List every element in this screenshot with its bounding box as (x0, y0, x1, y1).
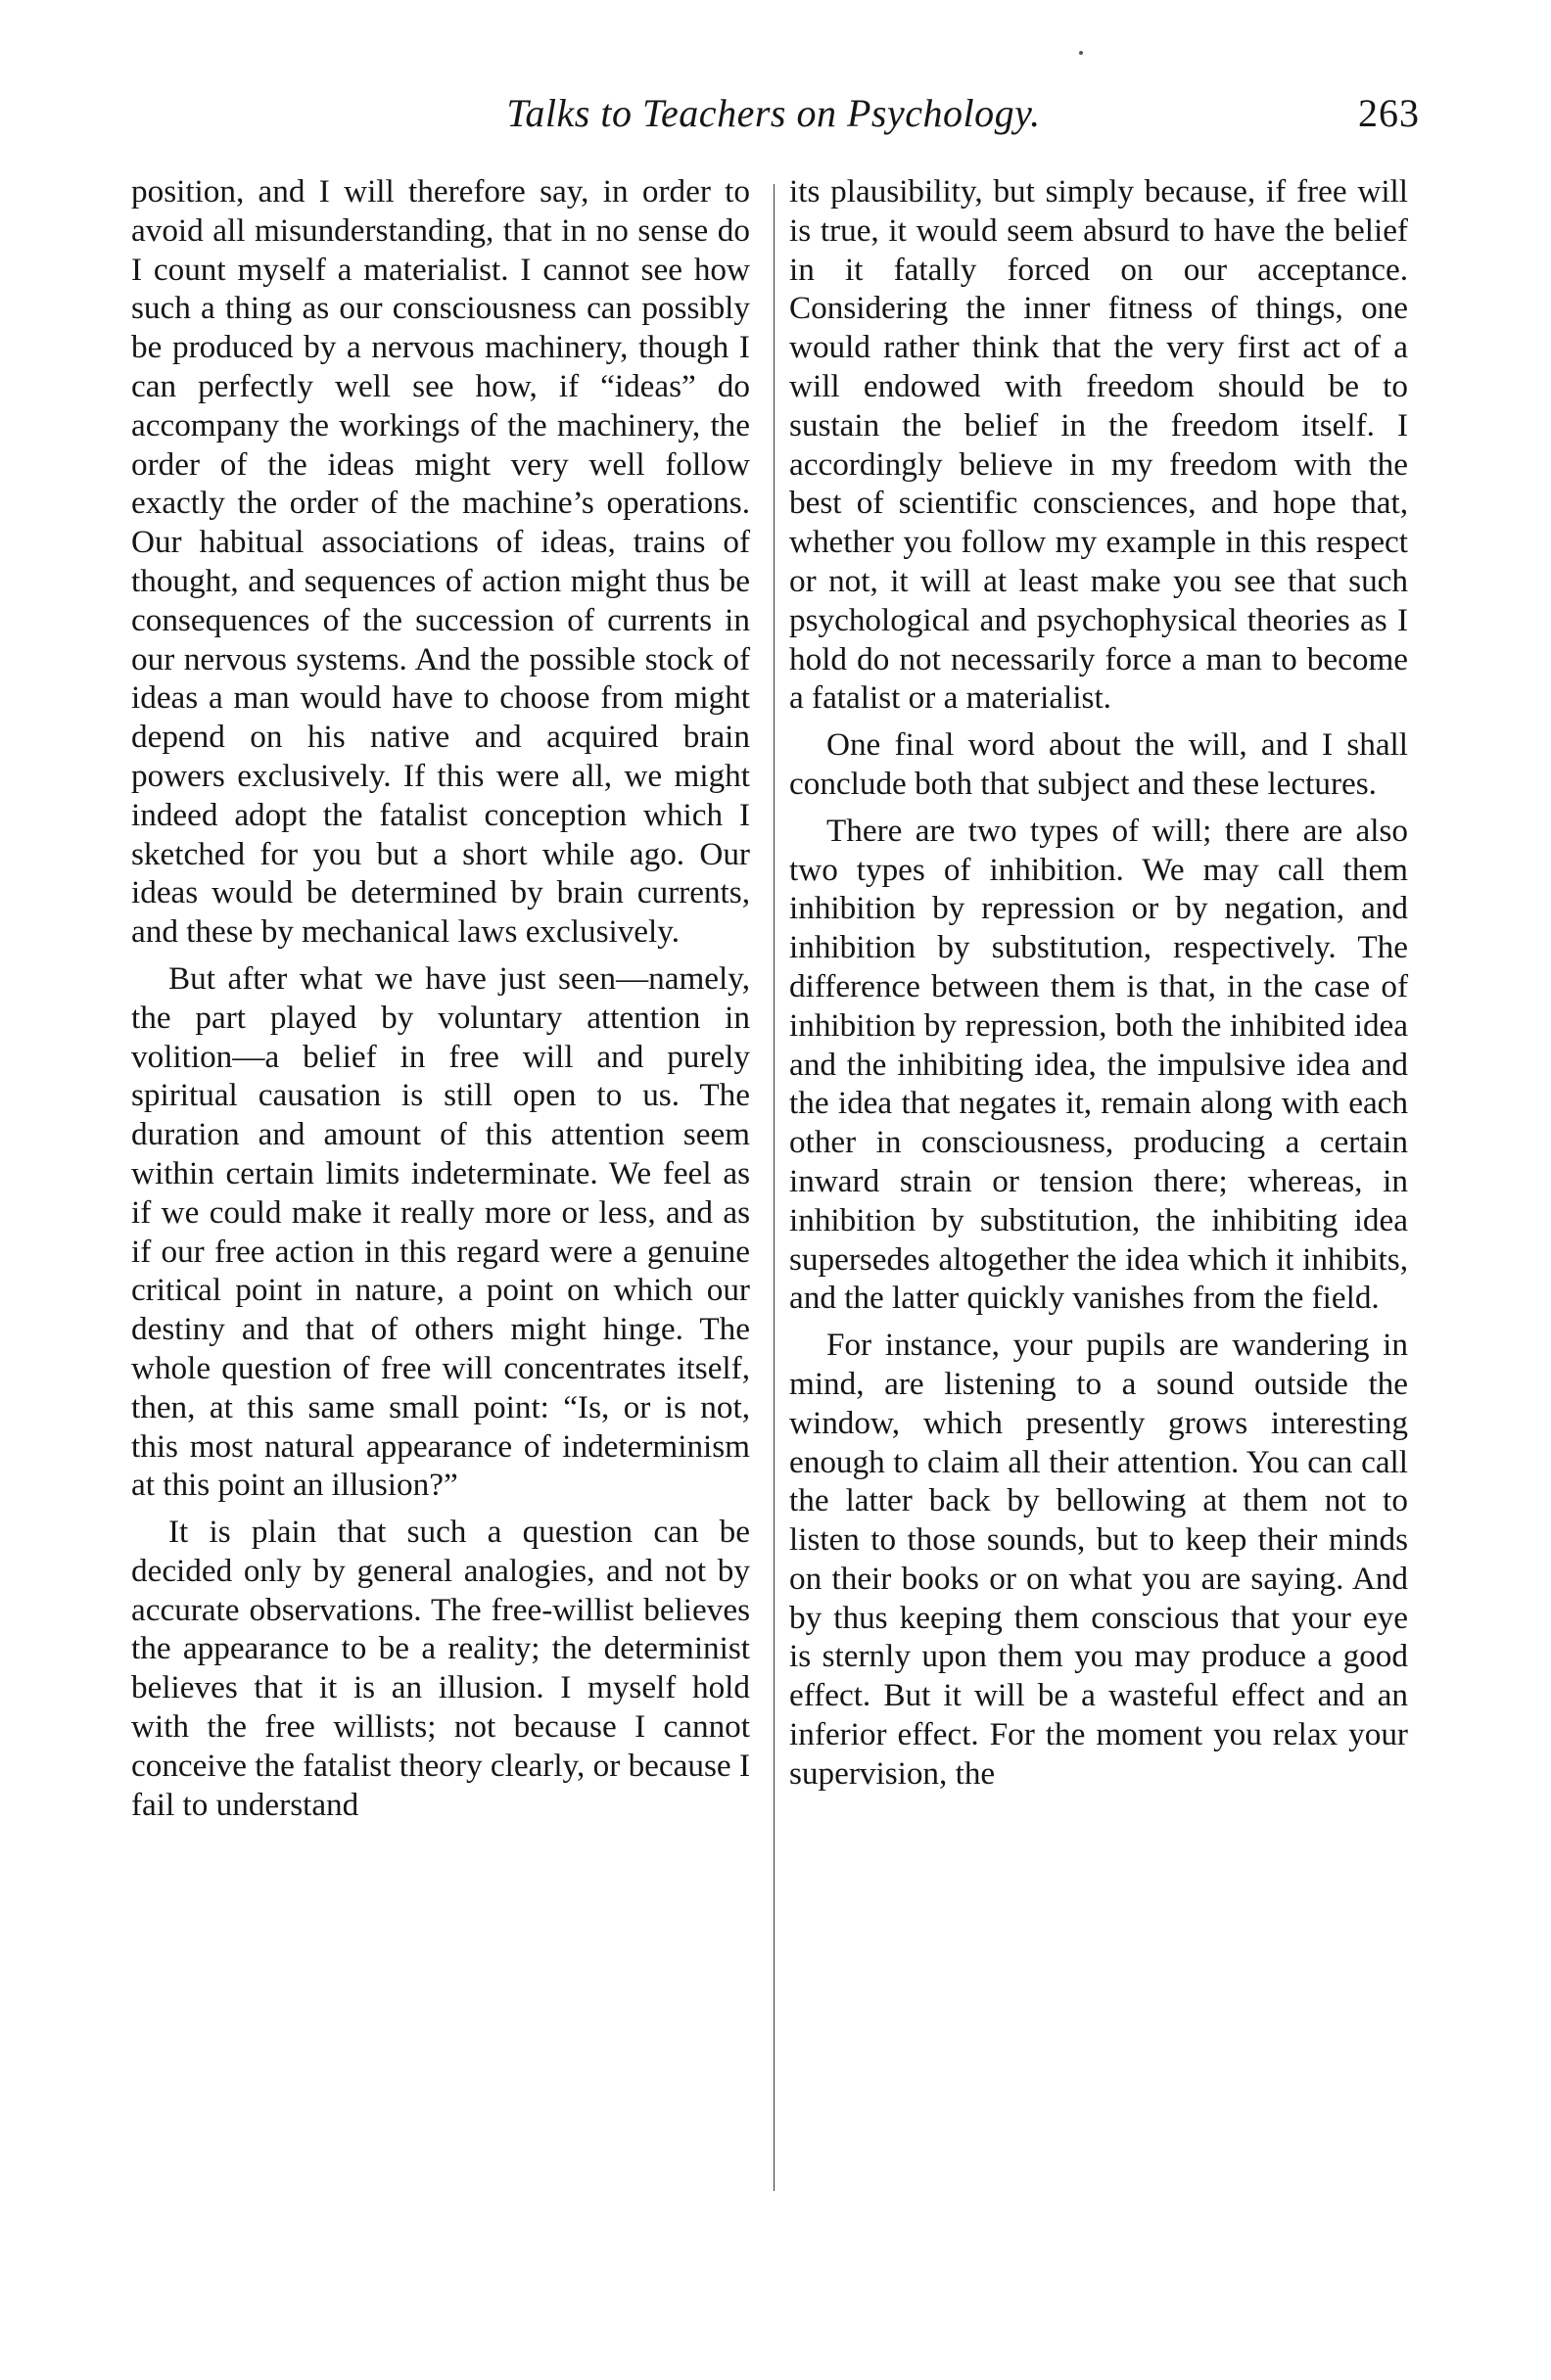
paragraph: position, and I will therefore say, in order to avoid all misunderstanding, that in no sense do I count myself a materialist. I cannot see how such a thing as our consciousness can possibly be produced by a nervous machinery, though I can perfectly well see how, if “ideas” do accompany the workings of the machinery, the order of the ideas might very well follow exactly the order of the machine’s operations. Our habitual associations of ideas, trains of thought, and sequences of action might thus be consequences of the succession of currents in our nervous systems. And the possible stock of ideas a man would have to choose from might depend on his native and acquired brain powers exclusively. If this were all, we might indeed adopt the fatalist conception which I sketched for you but a short while ago. Our ideas would be determined by brain currents, and these by mechanical laws exclusively. (131, 173, 750, 951)
right-column (789, 172, 1408, 1794)
column-divider (774, 184, 775, 2191)
page-number: 263 (1358, 91, 1420, 135)
paragraph: For instance, your pupils are wandering in mind, are listening to a sound outside the window, which presently grows interesting enough to claim all their attention. You can call the latter back by bellowing at them not to listen to those sounds, but to keep their minds on their books or on what you are saying. And by thus keeping them conscious that your eye is sternly upon them you may produce a good effect. But it will be a wasteful effect and an inferior effect. For the moment you relax your supervision, the (789, 1327, 1408, 1792)
ink-speck (1079, 51, 1083, 55)
paragraph: It is plain that such a question can be decided only by general analogies, and not by accurate observations. The free-willist believes the appearance to be a reality; the determinist believes that it is an illusion. I myself hold with the free willists; not because I cannot conceive the fatalist theory clearly, or because I fail to understand (131, 1514, 750, 1823)
paragraph: its plausibility, but simply because, if free will is true, it would seem absurd to have the belief in it fatally forced on our acceptance. Considering the inner fitness of things, one would rather think that the very first act of a will endowed with freedom should be to sustain the belief in the freedom itself. I accordingly believe in my freedom with the best of scientific consciences, and hope that, whether you follow my example in this respect or not, it will at least make you see that such psychological and psychophysical theories as I hold do not necessarily force a man to become a fatalist or a materialist. (789, 173, 1408, 717)
running-head (127, 90, 1420, 149)
running-title: Talks to Teachers on Psychology. (506, 91, 1041, 135)
paragraph: One final word about the will, and I shall conclude both that subject and these lectures. (789, 726, 1408, 802)
left-column (131, 172, 750, 1824)
paragraph: But after what we have just seen—namely, the part played by voluntary attention in volition—a belief in free will and purely spiritual causation is still open to us. The duration and amount of this attention seem within certain limits indeterminate. We feel as if we could make it really more or less, and as if our free action in this regard were a genuine critical point in nature, a point on which our destiny and that of others might hinge. The whole question of free will concentrates itself, then, at this same small point: “Is, or is not, this most natural appearance of indeterminism at this point an illusion?” (131, 959, 750, 1504)
paragraph: There are two types of will; there are also two types of inhibition. We may call them inhibition by repression or by negation, and inhibition by substitution, respectively. The difference between them is that, in the case of inhibition by repression, both the inhibited idea and the inhibiting idea, the impulsive idea and the idea that negates it, remain along with each other in consciousness, producing a certain inward strain or tension there; whereas, in inhibition by substitution, the inhibiting idea supersedes altogether the idea which it inhibits, and the latter quickly vanishes from the field. (789, 812, 1408, 1317)
